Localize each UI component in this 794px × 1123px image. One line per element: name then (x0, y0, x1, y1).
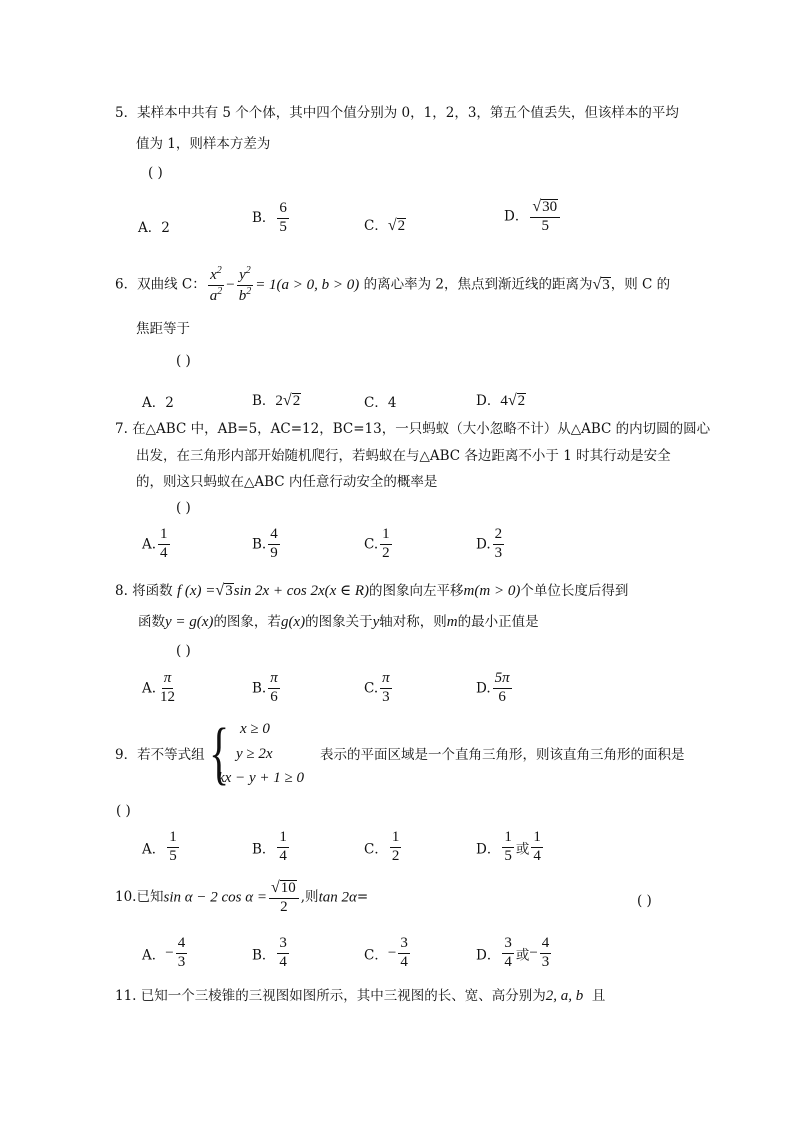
q6-frac-y (237, 266, 254, 305)
q10-d-den1: 4 (504, 953, 512, 970)
q9-c-num: 1 (390, 830, 402, 848)
q8-option-b (252, 671, 282, 706)
q8-d-label: D. (476, 680, 491, 697)
q9-b-label: B． (252, 841, 276, 858)
q10-d-sign: − (529, 944, 538, 961)
q7-line1: 7. 在△ABC 中，AB=5，AC=12，BC=13，一只蚂蚁（大小忽略不计）从△ABC 的内切圆的圆心 (115, 421, 711, 437)
q6-d-label: D． (476, 393, 501, 409)
q7-line3: 的，则这只蚂蚁在△ABC 内任意行动安全的概率是 (136, 474, 438, 490)
q6-option-d (476, 389, 526, 410)
q6-answer-paren: ( ) (176, 353, 191, 369)
q10-expr: sin α − 2 cos α = (163, 889, 267, 906)
q8-l2-g2: g(x) (280, 614, 306, 630)
q10-b-num: 3 (277, 936, 289, 954)
q8-c-num: π (380, 671, 392, 689)
q6-sqrt: √ 3 (592, 275, 610, 293)
q7-answer-paren: ( ) (176, 500, 191, 516)
q6-b: b (238, 287, 247, 304)
q5-line2: 值为 1，则样本方差为 (136, 136, 271, 152)
q6-a-exp: 2 (217, 285, 223, 297)
q9-b-den: 4 (279, 847, 287, 864)
q6-option-b (252, 389, 301, 410)
q8-func: f (x) = (176, 583, 216, 599)
q9-suffix: 表示的平面区域是一个直角三角形，则该直角三角形的面积是 (320, 747, 685, 763)
q7-option-a (142, 527, 172, 562)
q5-c-arg: 2 (397, 218, 406, 234)
q7-d-label: D. (476, 536, 491, 553)
q9-c-label: C． (364, 841, 388, 858)
q8-l2-g: y = g(x) (165, 614, 214, 630)
q6-d-arg: 2 (517, 393, 526, 409)
q7-option-d (476, 527, 506, 562)
q6-b-arg: 2 (292, 393, 301, 409)
q9-a-label: A． (142, 841, 166, 858)
q10-d-num2: 4 (540, 936, 552, 954)
q10-c-num: 3 (398, 936, 410, 954)
q10-d-label: D． (476, 947, 501, 964)
q8-option-c (364, 671, 394, 706)
q6-b-label: B． (252, 393, 276, 409)
q10-c-sign: − (387, 944, 397, 961)
q9-a-den: 5 (169, 847, 177, 864)
q10-den: 2 (280, 898, 288, 915)
q10-a-sign: − (165, 944, 174, 961)
q11-vars: 2, a, b (545, 988, 584, 1004)
q7-a-num: 1 (158, 527, 170, 545)
q9-a-num: 1 (167, 830, 179, 848)
q9-prefix: 9．若不等式组 (115, 747, 205, 763)
q7-c-num: 1 (380, 527, 392, 545)
q5-b-num: 6 (277, 201, 289, 219)
q9-d-den2: 4 (533, 847, 541, 864)
q8-b-num: π (268, 671, 280, 689)
q8-b-label: B. (252, 680, 267, 697)
q5-option-a: A．2 (138, 220, 170, 236)
q10-d-den2: 3 (541, 953, 550, 970)
q7-line2: 出发，在三角形内部开始随机爬行，若蚂蚁在与△ABC 各边距离不小于 1 时其行动是安全 (136, 448, 671, 464)
q10-b-label: B． (252, 947, 276, 964)
q9-d-den1: 5 (504, 847, 512, 864)
q8-sqrt-arg: 3 (225, 583, 233, 599)
q5-option-b (252, 201, 291, 236)
q7-c-den: 2 (382, 544, 390, 561)
q6-b-sqrt: √ 2 (282, 392, 301, 409)
q10-option-d (476, 936, 553, 971)
q7-b-num: 4 (268, 527, 280, 545)
q5-option-b-label: B． (252, 209, 276, 226)
q6-condition: = 1(a > 0, b > 0) (255, 276, 360, 293)
q7-c-label: C. (364, 536, 379, 553)
q8-mid: 的图象向左平移 (369, 583, 464, 599)
q10-line (115, 880, 368, 916)
q11-suffix: 且 (591, 988, 606, 1004)
q8-prefix: 8. 将函数 (115, 583, 173, 599)
q5-answer-paren: ( ) (148, 165, 163, 181)
q6-d-sqrt: √ 2 (507, 392, 526, 409)
q5-option-c (364, 214, 406, 235)
q5-line1: 5．某样本中共有 5 个个体，其中四个值分别为 0，1，2，3，第五个值丢失，但该样本的平均 (115, 105, 679, 121)
q6-x-exp: 2 (216, 265, 222, 276)
q7-b-label: B. (252, 536, 267, 553)
q9-b-num: 1 (277, 830, 289, 848)
q8-l2-c: 的图象关于 (305, 614, 373, 630)
q8-c-den: 3 (382, 688, 390, 705)
q5-option-d (504, 199, 562, 235)
q7-a-den: 4 (160, 544, 168, 561)
q6-option-a: A．2 (142, 395, 174, 411)
q6-prefix: 6．双曲线 C： (115, 276, 206, 293)
q5-b-den: 5 (279, 218, 287, 235)
q6-option-c: C．4 (364, 395, 397, 411)
q8-a-num: π (162, 671, 174, 689)
q9-brace: { (209, 715, 230, 792)
q8-sqrt: √ 3 (215, 582, 233, 599)
q10-d-num1: 3 (502, 936, 514, 954)
q10-option-b (252, 936, 291, 971)
q8-option-d (476, 671, 514, 706)
q8-b-den: 6 (270, 688, 278, 705)
q8-l2-b: 的图象，若 (213, 614, 281, 630)
q8-option-a (142, 671, 179, 706)
q10-eq: = (356, 889, 369, 905)
q9-d-or: 或 (515, 841, 530, 858)
q8-l2-y: y (372, 614, 380, 630)
q10-option-c (364, 936, 412, 971)
q10-option-a (142, 936, 189, 971)
q8-line1 (115, 583, 628, 600)
q5-d-den: 5 (541, 217, 549, 234)
q6-y: y (239, 267, 246, 283)
q10-prefix: 10.已知 (115, 889, 164, 905)
q9-ineq1: x ≥ 0 (240, 721, 270, 737)
q10-c-label: C． (364, 947, 388, 964)
q7-option-b (252, 527, 282, 562)
q5-c-sqrt: √ 2 (387, 217, 406, 234)
q9-ineq2: y ≥ 2x (236, 746, 273, 762)
q9-option-a (142, 830, 181, 865)
q10-a-label: A． (142, 947, 166, 964)
q8-suffix: 个单位长度后得到 (520, 583, 629, 599)
q10-answer-paren: ( ) (637, 893, 652, 909)
q9-option-b (252, 830, 291, 865)
q10-num-arg: 10 (280, 880, 296, 896)
q8-line2 (138, 615, 539, 630)
q10-mid: ,则 (300, 889, 319, 905)
q6-suffix: ，则 C 的 (610, 276, 671, 293)
q10-frac: √ 10 2 (269, 880, 299, 916)
q6-b-coef: 2 (275, 393, 283, 409)
q5-option-d-frac: √ 30 5 (530, 199, 560, 235)
q6-line2: 焦距等于 (136, 321, 190, 337)
q10-d-or: 或 (515, 947, 530, 964)
q9-option-c (364, 830, 403, 865)
q7-d-num: 2 (493, 527, 505, 545)
q10-a-num: 4 (176, 936, 188, 954)
q8-a-den: 12 (160, 688, 176, 705)
q7-b-den: 9 (270, 544, 278, 561)
q11-text: 11. 已知一个三棱锥的三视图如图所示，其中三视图的长、宽、高分别为 (115, 988, 546, 1004)
q8-m-expr: m(m > 0) (463, 583, 521, 599)
q8-l2-d: 轴对称，则 (379, 614, 447, 630)
q8-d-den: 6 (498, 688, 506, 705)
q6-b-exp: 2 (246, 285, 252, 297)
q8-answer-paren: ( ) (176, 643, 191, 659)
q8-d-num: 5π (493, 671, 512, 689)
q6-d-coef: 4 (500, 393, 508, 409)
q5-option-b-frac (277, 201, 289, 236)
q9-d-num2: 1 (531, 830, 543, 848)
q10-a-den: 3 (177, 953, 186, 970)
q6-y-exp: 2 (245, 265, 251, 276)
q6-mid: 的离心率为 2，焦点到渐近线的距离为 (363, 276, 593, 293)
q9-option-d (476, 830, 545, 865)
q6-line1: 6．双曲线 C： $\frac{x^2}{a^2}$ − $\frac{y^2}{b^2}$ = 1(a > 0, b > 0) 的离心率为 2，焦点到渐近线的距离为 √ 3 ，则 C 的 (115, 265, 671, 304)
q10-c-den: 4 (400, 953, 408, 970)
q5-option-d-label: D． (504, 208, 529, 225)
q9-d-num1: 1 (502, 830, 514, 848)
q6-sqrt-arg: 3 (602, 276, 610, 293)
q9-d-label: D． (476, 841, 501, 858)
q9-c-den: 2 (391, 847, 400, 864)
q9-ineq3: kx − y + 1 ≥ 0 (218, 770, 304, 786)
q6-a: a (209, 287, 218, 304)
q5-d-num: 30 (542, 199, 558, 215)
q8-func-rest: sin 2x + cos 2x(x ∈ R) (233, 583, 370, 599)
q5-option-c-label: C． (364, 218, 388, 234)
q11-line (115, 989, 605, 1004)
q7-option-c (364, 527, 394, 562)
q8-l2-a: 函数 (138, 614, 165, 630)
q8-l2-m: m (446, 614, 458, 630)
q10-b-den: 4 (279, 953, 287, 970)
q6-frac-x (208, 266, 225, 305)
q6-x: x (210, 267, 217, 283)
q7-a-label: A. (142, 536, 157, 553)
q8-c-label: C. (364, 680, 379, 697)
q8-a-label: A. (142, 680, 157, 697)
q9-answer-paren: ( ) (116, 803, 131, 819)
q8-l2-e: 的最小正值是 (457, 614, 539, 630)
q10-tan: tan 2α (318, 889, 357, 906)
q7-d-den: 3 (494, 544, 503, 561)
